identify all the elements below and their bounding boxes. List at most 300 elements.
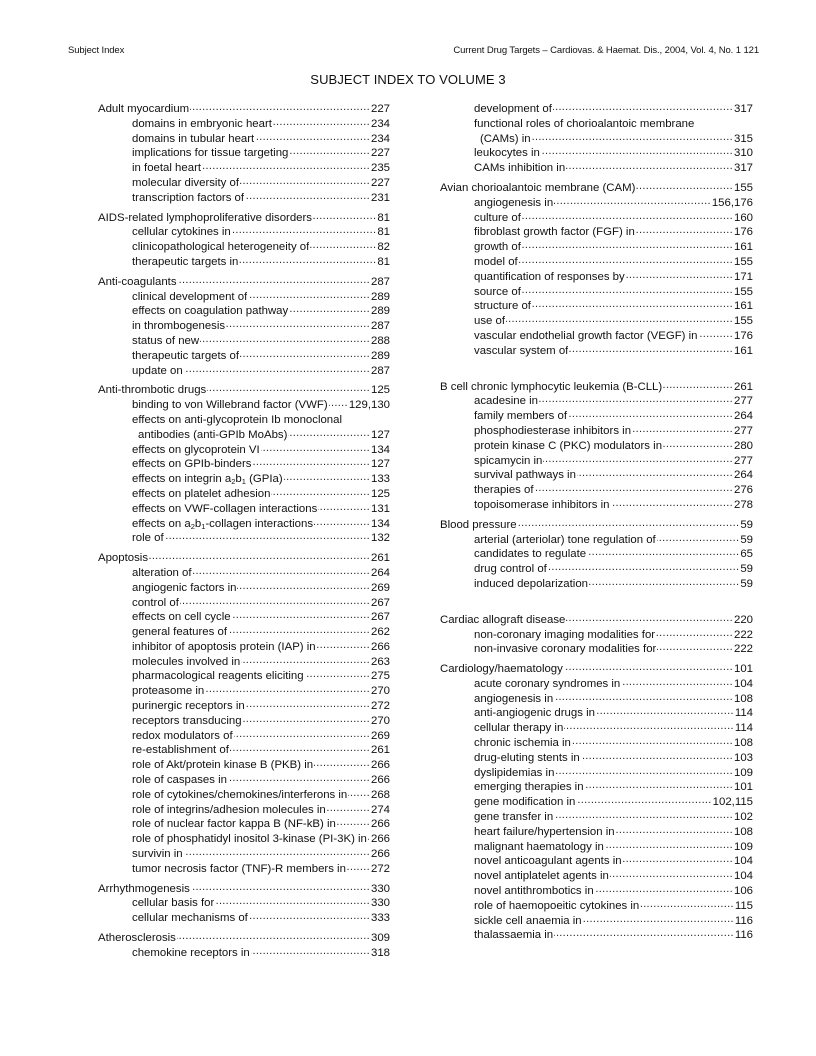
index-term: re-establishment of bbox=[132, 744, 229, 757]
index-subterm bbox=[440, 899, 753, 914]
dot-leader bbox=[636, 181, 733, 191]
page-number: 330 bbox=[370, 897, 390, 910]
index-main-term bbox=[98, 102, 390, 117]
index-term: structure of bbox=[474, 300, 531, 313]
dot-leader bbox=[288, 428, 370, 438]
dot-leader bbox=[519, 255, 733, 265]
dot-leader bbox=[240, 176, 370, 186]
index-term: leukocytes in bbox=[474, 147, 540, 160]
dot-leader bbox=[596, 706, 734, 716]
dot-leader bbox=[230, 743, 370, 753]
dot-leader bbox=[240, 349, 370, 359]
index-term: quantification of responses by bbox=[474, 270, 625, 283]
index-term: topoisomerase inhibitors in bbox=[474, 498, 610, 511]
index-subterm bbox=[98, 714, 390, 729]
page-number: 81 bbox=[377, 211, 390, 224]
index-term: vascular system of bbox=[474, 344, 569, 357]
index-term: tumor necrosis factor (TNF)-R members in bbox=[132, 862, 346, 875]
dot-leader bbox=[506, 314, 733, 324]
index-term: Anti-thrombotic drugs bbox=[98, 384, 207, 397]
index-term: role of caspases in bbox=[132, 774, 227, 787]
index-subterm bbox=[440, 780, 753, 795]
page-number: 134 bbox=[370, 517, 390, 530]
dot-leader bbox=[193, 566, 370, 576]
index-term: novel antiplatelet agents in bbox=[474, 870, 609, 883]
index-term: effects on $a_2b_1$-collagen interactions bbox=[132, 517, 314, 531]
dot-leader bbox=[348, 788, 370, 798]
page-number: 106 bbox=[733, 885, 753, 898]
page-number: 104 bbox=[733, 855, 753, 868]
dot-leader bbox=[180, 596, 370, 606]
dot-leader bbox=[581, 751, 733, 761]
dot-leader bbox=[191, 882, 370, 892]
page-number: 274 bbox=[370, 803, 390, 816]
index-term: functional roles of chorioalantoic membrane bbox=[474, 117, 695, 130]
page-number: 266 bbox=[370, 759, 390, 772]
page-number: 129,130 bbox=[348, 399, 390, 412]
index-subterm bbox=[98, 817, 390, 832]
index-entry bbox=[98, 102, 390, 206]
index-term: Adult myocardium bbox=[98, 103, 190, 115]
page-number: 288 bbox=[370, 334, 390, 347]
index-subterm bbox=[98, 625, 390, 640]
index-column-left bbox=[98, 102, 390, 966]
page-number: 317 bbox=[733, 162, 753, 175]
running-head-section: Subject Index bbox=[68, 45, 125, 56]
index-term: molecules involved in bbox=[132, 655, 241, 668]
index-term: domains in embryonic heart bbox=[132, 117, 272, 130]
page-number: 132 bbox=[370, 532, 390, 545]
page-number: 310 bbox=[733, 147, 753, 160]
index-term: survivin in bbox=[132, 848, 183, 861]
dot-leader bbox=[255, 132, 370, 142]
dot-leader bbox=[245, 191, 370, 201]
page-number: 267 bbox=[370, 596, 390, 609]
index-subterm bbox=[98, 729, 390, 744]
index-term: model of bbox=[474, 255, 518, 268]
index-subterm bbox=[440, 692, 753, 707]
index-term: redox modulators of bbox=[132, 729, 233, 742]
index-subterm bbox=[98, 517, 390, 532]
index-subterm bbox=[98, 803, 390, 818]
page-number: 234 bbox=[370, 117, 390, 130]
page-number: 261 bbox=[733, 380, 753, 393]
page-number: 101 bbox=[733, 663, 753, 676]
index-term: molecular diversity of bbox=[132, 176, 239, 189]
index-term: angiogenesis in bbox=[474, 196, 554, 209]
page-number: 280 bbox=[733, 439, 753, 452]
index-term: Arrhythmogenesis bbox=[98, 882, 190, 895]
index-subterm bbox=[440, 869, 753, 884]
page-number: 227 bbox=[370, 176, 390, 189]
page-number: 266 bbox=[370, 818, 390, 831]
index-subterm bbox=[440, 766, 753, 781]
index-subterm bbox=[98, 566, 390, 581]
index-subterm bbox=[98, 758, 390, 773]
dot-leader bbox=[200, 334, 370, 344]
index-subterm bbox=[98, 487, 390, 502]
index-subterm bbox=[440, 483, 753, 498]
page-number: 264 bbox=[733, 410, 753, 423]
index-term: role of phosphatidyl inositol 3-kinase (PI-3K) in bbox=[132, 833, 367, 846]
page-number: 287 bbox=[370, 364, 390, 377]
index-subterm bbox=[440, 299, 753, 314]
dot-leader bbox=[576, 795, 711, 805]
page-number: 270 bbox=[370, 714, 390, 727]
index-term: induced depolarization bbox=[474, 577, 588, 590]
index-subterm bbox=[98, 531, 390, 546]
index-term: cellular therapy in bbox=[474, 722, 564, 735]
page-number: 315 bbox=[733, 132, 753, 145]
index-main-term bbox=[440, 518, 753, 533]
page-number: 222 bbox=[733, 643, 753, 656]
dot-leader bbox=[587, 547, 739, 557]
page-number: 289 bbox=[370, 349, 390, 362]
page-number: 277 bbox=[733, 454, 753, 467]
page-number: 266 bbox=[370, 640, 390, 653]
index-term: domains in tubular heart bbox=[132, 132, 255, 145]
index-entry bbox=[440, 518, 753, 592]
page-number: 176 bbox=[733, 329, 753, 342]
index-term: pharmacological reagents eliciting bbox=[132, 670, 304, 683]
page-number: 287 bbox=[370, 320, 390, 333]
page-number: 160 bbox=[733, 211, 753, 224]
dot-leader bbox=[657, 533, 740, 543]
dot-leader bbox=[554, 928, 734, 938]
page-number: 264 bbox=[733, 469, 753, 482]
dot-leader bbox=[663, 439, 733, 449]
dot-leader bbox=[585, 780, 733, 790]
dot-leader bbox=[232, 225, 377, 235]
dot-leader bbox=[228, 625, 370, 635]
index-term: Cardiology/haematology bbox=[440, 663, 563, 676]
index-term: role of bbox=[132, 532, 164, 545]
page-number: 102 bbox=[733, 811, 753, 824]
page-number: 231 bbox=[370, 191, 390, 204]
index-subterm bbox=[440, 344, 753, 359]
index-term: transcription factors of bbox=[132, 191, 245, 204]
dot-leader bbox=[595, 884, 733, 894]
index-term: candidates to regulate bbox=[474, 548, 587, 561]
index-term: role of haemopoeitic cytokines in bbox=[474, 899, 640, 912]
page-number: 59 bbox=[740, 577, 753, 590]
dot-leader bbox=[248, 290, 370, 300]
index-main-term bbox=[98, 275, 390, 290]
index-subterm bbox=[98, 581, 390, 596]
page-number: 109 bbox=[733, 766, 753, 779]
dot-leader bbox=[207, 383, 370, 393]
index-subterm bbox=[98, 472, 390, 487]
index-subterm bbox=[440, 721, 753, 736]
page-number: 161 bbox=[733, 300, 753, 313]
page-number: 109 bbox=[733, 840, 753, 853]
page-number: 277 bbox=[733, 424, 753, 437]
dot-leader bbox=[610, 869, 733, 879]
dot-leader bbox=[252, 457, 370, 467]
dot-leader bbox=[165, 531, 370, 541]
page-number: 82 bbox=[377, 241, 390, 254]
page-number: 161 bbox=[733, 344, 753, 357]
page-number: 318 bbox=[370, 946, 390, 959]
index-entry bbox=[98, 211, 390, 270]
index-term: AIDS-related lymphoproliferative disorders bbox=[98, 211, 312, 224]
index-subterm-continuation bbox=[440, 132, 753, 147]
page-number: 101 bbox=[733, 781, 753, 794]
index-subterm bbox=[98, 684, 390, 699]
page-number: 115 bbox=[734, 899, 753, 912]
dot-leader bbox=[626, 270, 733, 280]
index-subterm bbox=[440, 928, 753, 943]
index-term: drug control of bbox=[474, 563, 547, 576]
index-subterm bbox=[440, 628, 753, 643]
index-subterm bbox=[98, 191, 390, 206]
page-number: 156,176 bbox=[711, 196, 753, 209]
dot-leader bbox=[317, 640, 370, 650]
dot-leader bbox=[243, 714, 370, 724]
page-number: 333 bbox=[370, 912, 390, 925]
index-subterm bbox=[440, 211, 753, 226]
index-term: growth of bbox=[474, 241, 521, 254]
dot-leader bbox=[698, 329, 733, 339]
index-subterm bbox=[98, 290, 390, 305]
index-term: cellular mechanisms of bbox=[132, 912, 248, 925]
page-number: 176 bbox=[733, 226, 753, 239]
index-term: malignant haematology in bbox=[474, 840, 604, 853]
index-entry bbox=[440, 613, 753, 657]
index-subterm bbox=[440, 225, 753, 240]
page-number: 108 bbox=[733, 737, 753, 750]
index-subterm bbox=[440, 840, 753, 855]
index-subterm bbox=[98, 319, 390, 334]
index-term: chronic ischemia in bbox=[474, 737, 571, 750]
page-number: 59 bbox=[740, 533, 753, 546]
index-term: therapies of bbox=[474, 484, 534, 497]
dot-leader bbox=[305, 669, 370, 679]
index-subterm bbox=[98, 176, 390, 191]
page-number: 266 bbox=[370, 774, 390, 787]
index-main-term bbox=[98, 211, 390, 226]
index-subterm bbox=[440, 329, 753, 344]
page-number: 266 bbox=[370, 848, 390, 861]
dot-leader bbox=[215, 896, 370, 906]
index-subterm bbox=[98, 911, 390, 926]
index-subterm bbox=[440, 454, 753, 469]
dot-leader bbox=[572, 736, 733, 746]
page-number: 276 bbox=[733, 484, 753, 497]
page-number: 227 bbox=[370, 103, 390, 115]
dot-leader bbox=[178, 275, 370, 285]
index-term: effects on glycoprotein VI bbox=[132, 443, 260, 456]
page-number: 267 bbox=[370, 611, 390, 624]
dot-leader bbox=[205, 684, 370, 694]
index-subterm bbox=[440, 161, 753, 176]
index-term: phosphodiesterase inhibitors in bbox=[474, 424, 632, 437]
page-number: 127 bbox=[370, 428, 390, 441]
index-term: effects on integrin $a_2b_1$ (GPIa) bbox=[132, 473, 283, 487]
spacer bbox=[440, 364, 753, 380]
index-main-term bbox=[98, 882, 390, 897]
dot-leader bbox=[228, 773, 370, 783]
page-number: 125 bbox=[370, 384, 390, 397]
index-term: implications for tissue targeting bbox=[132, 147, 289, 160]
index-term: Avian chorioalantoic membrane (CAM) bbox=[440, 181, 636, 194]
page-number: 81 bbox=[377, 226, 390, 239]
index-subterm bbox=[98, 788, 390, 803]
index-subterm bbox=[98, 255, 390, 270]
page-number: 127 bbox=[370, 458, 390, 471]
dot-leader bbox=[289, 146, 370, 156]
page-number: 108 bbox=[733, 692, 753, 705]
index-subterm bbox=[440, 314, 753, 329]
page-number: 272 bbox=[370, 862, 390, 875]
page-number: 155 bbox=[733, 315, 753, 328]
index-term: in foetal heart bbox=[132, 162, 202, 175]
page-number: 220 bbox=[733, 613, 753, 626]
index-subterm bbox=[440, 642, 753, 657]
dot-leader bbox=[583, 914, 734, 924]
index-subterm bbox=[98, 743, 390, 758]
index-term: (CAMs) in bbox=[480, 132, 531, 145]
dot-leader bbox=[522, 285, 733, 295]
page-number: 234 bbox=[370, 132, 390, 145]
index-term: clinicopathological heterogeneity of bbox=[132, 241, 310, 254]
index-term: use of bbox=[474, 315, 506, 328]
page-number: 227 bbox=[370, 147, 390, 160]
index-subterm bbox=[98, 457, 390, 472]
index-subterm bbox=[98, 862, 390, 877]
index-subterm bbox=[440, 677, 753, 692]
page-number: 104 bbox=[733, 677, 753, 690]
index-term: chemokine receptors in bbox=[132, 946, 250, 959]
dot-leader bbox=[289, 304, 370, 314]
index-subterm bbox=[98, 699, 390, 714]
index-subterm bbox=[440, 854, 753, 869]
index-term: antibodies (anti-GPIb MoAbs) bbox=[138, 428, 288, 441]
dot-leader bbox=[548, 562, 740, 572]
dot-leader bbox=[532, 299, 733, 309]
index-term: Anti-coagulants bbox=[98, 275, 177, 288]
dot-leader bbox=[251, 946, 370, 956]
index-term: update on bbox=[132, 364, 183, 377]
index-subterm-continuation bbox=[98, 428, 390, 443]
index-term: drug-eluting stents in bbox=[474, 751, 580, 764]
page-number: 131 bbox=[370, 502, 390, 515]
dot-leader bbox=[271, 487, 370, 497]
index-term: general features of bbox=[132, 626, 227, 639]
dot-leader bbox=[261, 443, 370, 453]
index-subterm bbox=[98, 364, 390, 379]
dot-leader bbox=[329, 398, 348, 408]
page-number: 287 bbox=[370, 275, 390, 288]
index-term: spicamycin in bbox=[474, 454, 543, 467]
index-subterm bbox=[98, 443, 390, 458]
dot-leader bbox=[535, 483, 733, 493]
page-number: 114 bbox=[734, 722, 753, 735]
index-subterm bbox=[440, 285, 753, 300]
dot-leader bbox=[539, 394, 733, 404]
page-number: 134 bbox=[370, 443, 390, 456]
index-subterm bbox=[440, 409, 753, 424]
page-number: 65 bbox=[740, 548, 753, 561]
page-number: 268 bbox=[370, 788, 390, 801]
index-subterm bbox=[440, 914, 753, 929]
page-number: 222 bbox=[733, 628, 753, 641]
index-subterm bbox=[440, 196, 753, 211]
index-main-term bbox=[440, 662, 753, 677]
index-subterm bbox=[98, 334, 390, 349]
dot-leader bbox=[149, 551, 370, 561]
dot-leader bbox=[554, 196, 711, 206]
index-term: emerging therapies in bbox=[474, 781, 584, 794]
index-term: B cell chronic lymphocytic leukemia (B-CLL) bbox=[440, 380, 663, 393]
page-number: 235 bbox=[370, 162, 390, 175]
dot-leader bbox=[237, 581, 370, 591]
dot-leader bbox=[566, 161, 733, 171]
dot-leader bbox=[310, 240, 376, 250]
page-number: 125 bbox=[370, 487, 390, 500]
index-term: survival pathways in bbox=[474, 469, 576, 482]
index-term: CAMs inhibition in bbox=[474, 162, 566, 175]
index-term: acute coronary syndromes in bbox=[474, 677, 621, 690]
dot-leader bbox=[553, 102, 733, 112]
index-subterm bbox=[98, 225, 390, 240]
index-term: effects on anti-glycoprotein Ib monoclonal bbox=[132, 413, 343, 426]
dot-leader bbox=[656, 628, 733, 638]
index-term: role of cytokines/chemokines/interferons in bbox=[132, 788, 348, 801]
index-term: Cardiac allograft disease bbox=[440, 613, 566, 626]
index-term: binding to von Willebrand factor (VWF) bbox=[132, 399, 328, 412]
index-subterm bbox=[98, 640, 390, 655]
index-subterm bbox=[98, 832, 390, 847]
page-number: 269 bbox=[370, 581, 390, 594]
page-number: 102,115 bbox=[712, 796, 753, 809]
index-subterm bbox=[440, 533, 753, 548]
index-entry bbox=[98, 383, 390, 546]
page-number: 155 bbox=[733, 255, 753, 268]
dot-leader bbox=[640, 899, 734, 909]
index-subterm bbox=[440, 547, 753, 562]
index-subterm bbox=[98, 146, 390, 161]
dot-leader bbox=[241, 655, 370, 665]
index-subterm bbox=[440, 146, 753, 161]
dot-leader bbox=[564, 721, 734, 731]
index-term: non-invasive coronary modalities for bbox=[474, 643, 657, 656]
index-main-term bbox=[440, 613, 753, 628]
index-term: cellular basis for bbox=[132, 897, 215, 910]
page-number: 155 bbox=[733, 181, 753, 194]
index-main-term bbox=[98, 931, 390, 946]
index-term: role of integrins/adhesion molecules in bbox=[132, 803, 326, 816]
dot-leader bbox=[518, 518, 740, 528]
page-number: 317 bbox=[733, 103, 753, 115]
dot-leader bbox=[249, 911, 370, 921]
index-subterm bbox=[440, 240, 753, 255]
page-number: 330 bbox=[370, 882, 390, 895]
index-subterm bbox=[98, 773, 390, 788]
index-subterm bbox=[440, 270, 753, 285]
page-number: 261 bbox=[370, 552, 390, 565]
dot-leader bbox=[234, 729, 370, 739]
dot-leader bbox=[554, 692, 733, 702]
index-subterm bbox=[440, 102, 753, 117]
index-subterm bbox=[440, 825, 753, 840]
page-number: 114 bbox=[734, 707, 753, 720]
running-head bbox=[68, 45, 759, 59]
page-number: 278 bbox=[733, 498, 753, 511]
index-term: novel antithrombotics in bbox=[474, 885, 594, 898]
dot-leader bbox=[184, 364, 370, 374]
dot-leader bbox=[239, 255, 376, 265]
